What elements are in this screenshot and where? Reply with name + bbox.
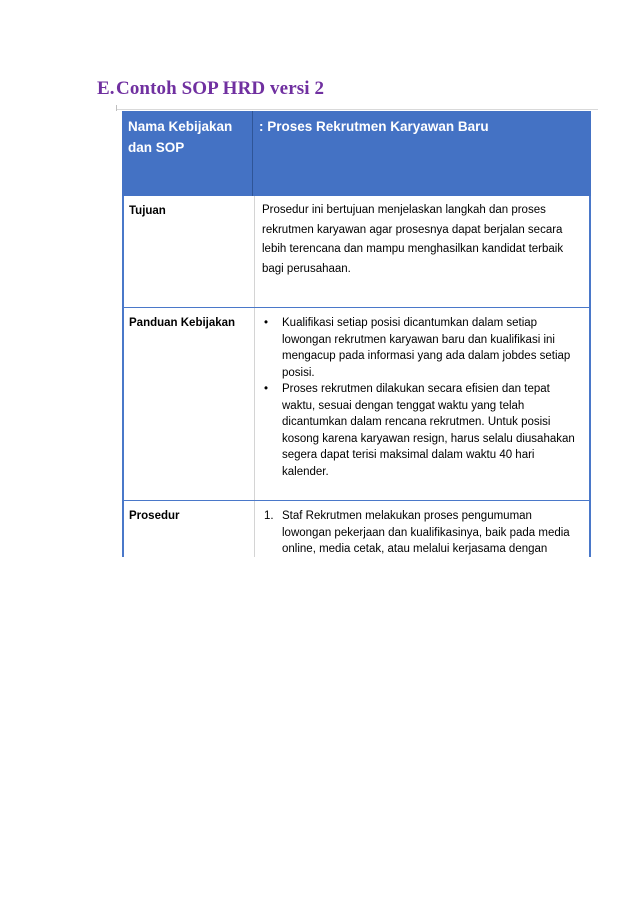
bullet-icon: • [264,383,269,395]
section-title: Contoh SOP HRD versi 2 [116,78,325,99]
table-row-prosedur [122,501,591,557]
prosedur-list [262,508,583,557]
list-item-text: Proses rekrutmen dilakukan secara efisien dan tepat waktu, sesuai dengan tenggat waktu yang telah dicantumkan dalam rencana rekrutmen. Untuk posisi kosong karena karyawan resign, harus selalu diusahakan segera dapat terisi maksimal dalam waktu 40 hari kalender. [282,383,575,478]
panduan-label: Panduan Kebijakan [129,317,236,329]
prosedur-value-cell [255,501,589,557]
list-item-text: Staf Rekrutmen melakukan proses pengumuman lowongan pekerjaan dan kualifikasinya, baik pada media online, media cetak, atau melalui kerjasama dengan [282,510,570,555]
section-heading [97,78,324,100]
panduan-label-cell [124,308,255,500]
list-item [262,381,583,480]
panduan-value-cell [255,308,589,500]
panduan-list [262,315,583,480]
list-number: 1. [264,510,274,522]
header-value-cell [253,111,591,196]
table-header-row [122,111,591,196]
prosedur-label: Prosedur [129,510,180,522]
list-item [262,508,583,557]
table-row-panduan [122,308,591,501]
tujuan-label-cell [124,196,255,307]
header-label-cell [122,111,253,196]
section-number: E. [97,78,115,99]
heading-divider [116,109,598,110]
policy-name-value: : Proses Rekrutmen Karyawan Baru [259,119,489,134]
tujuan-text: Prosedur ini bertujuan menjelaskan langkah dan proses rekrutmen karyawan agar prosesnya dapat berjalan secara lebih terencana dan mampu menghasilkan kandidat terbaik bagi perusahaan. [262,204,564,275]
list-item [262,315,583,381]
sop-table [122,111,591,557]
bullet-icon: • [264,317,269,329]
list-item-text: Kualifikasi setiap posisi dicantumkan dalam setiap lowongan rekrutmen karyawan baru dan kualifikasi ini mengacup pada informasi yang ada dalam jobdes setiap posisi. [282,317,571,379]
table-row-tujuan [122,196,591,308]
policy-name-label: Nama Kebijakan dan SOP [128,119,233,155]
tujuan-value-cell [255,196,589,307]
divider-tick [116,105,117,111]
prosedur-label-cell [124,501,255,557]
tujuan-label: Tujuan [129,205,166,217]
